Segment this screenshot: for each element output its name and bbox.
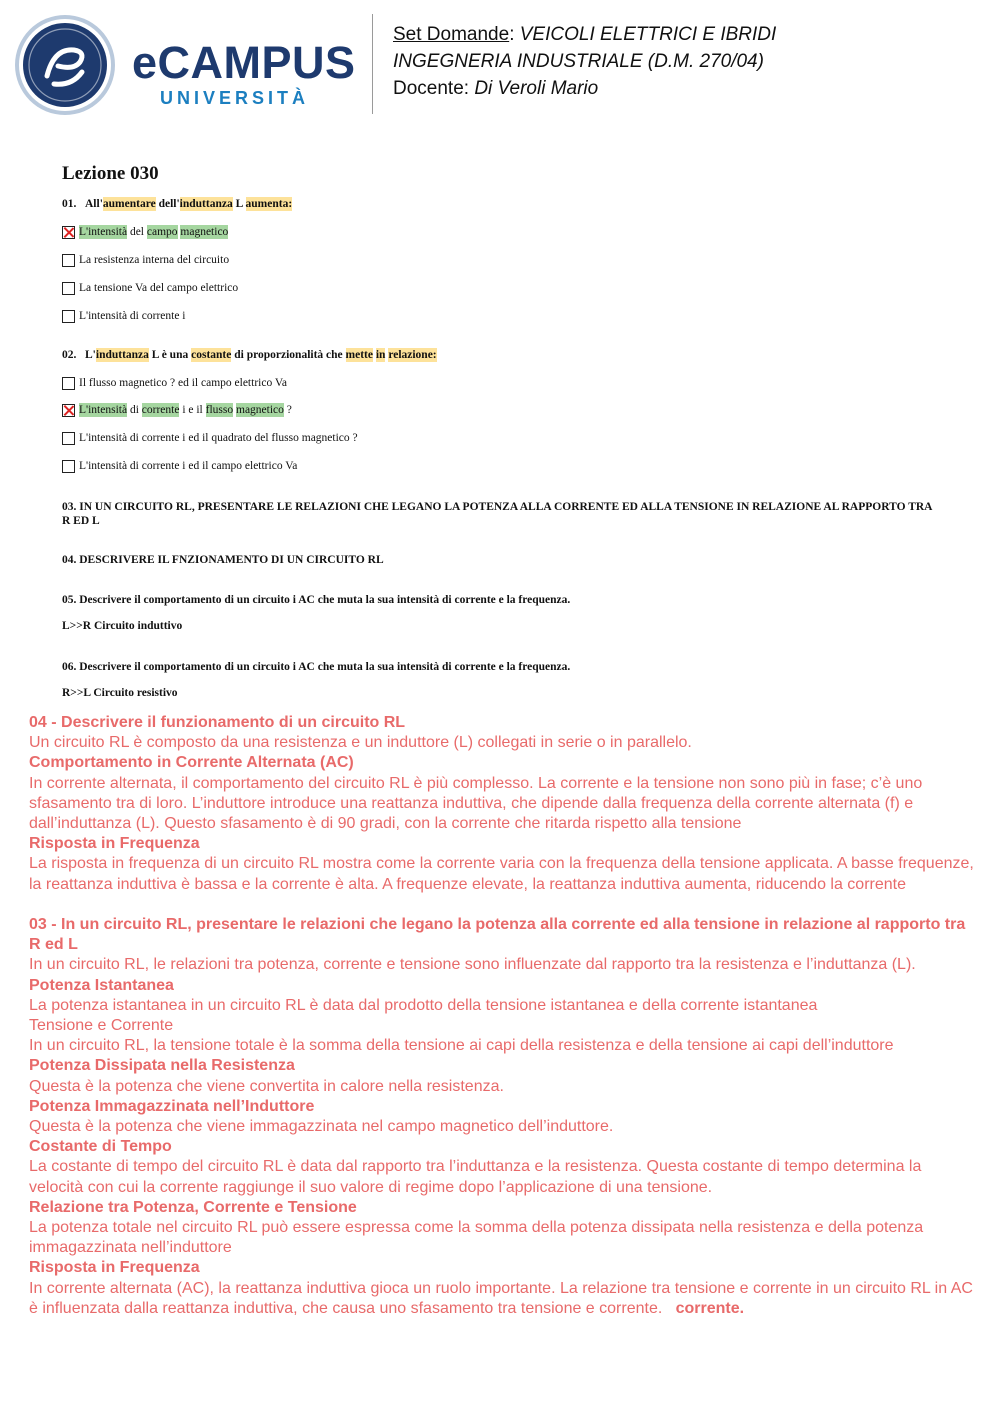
text-run: L'intensità di corrente i ed il campo elettrico Va [79, 460, 298, 472]
highlight-yellow: in [375, 349, 386, 361]
option-text [79, 254, 229, 266]
answer-paragraph: La risposta in frequenza di un circuito RL mostra come la corrente varia con la frequenza della tensione applicata. A basse frequenze, la reattanza induttiva è bassa e la corrente è alta. A frequenze elevate, la reattanza induttiva aumenta, riducendo la corrente [29, 855, 974, 893]
checkbox-icon[interactable] [62, 377, 75, 390]
ecampus-logo-icon [14, 14, 116, 116]
text-run: di [127, 404, 142, 416]
highlight-green: corrente [141, 404, 180, 416]
q1-option-1[interactable] [62, 224, 228, 240]
q1-option-2[interactable] [62, 252, 229, 268]
answer-heading: Potenza Immagazzinata nell’Induttore [29, 1097, 315, 1115]
brand-subtitle: UNIVERSITÀ [160, 88, 310, 108]
question-06: 06. Descrivere il comportamento di un circuito i AC che muta la sua intensità di corrente e la frequenza. [62, 661, 571, 673]
question-01 [62, 198, 292, 210]
highlight-yellow: relazione: [388, 349, 437, 361]
answer-text: In corrente alternata (AC), la reattanza induttiva gioca un ruolo importante. La relazione tra tensione e corrente in un circuito RL in AC è influenzata dalla reattanza induttiva, che causa uno sfasamento tra tensione e corrente. [29, 1279, 978, 1317]
answer-heading: Relazione tra Potenza, Corrente e Tensione [29, 1198, 357, 1216]
highlight-yellow: mette [345, 349, 373, 361]
answer-heading: Risposta in Frequenza [29, 835, 200, 853]
answer-paragraph: Un circuito RL è composto da una resistenza e un induttore (L) collegati in serie o in parallelo. [29, 734, 692, 752]
question-04: 04. DESCRIVERE IL FNZIONAMENTO DI UN CIRCUITO RL [62, 554, 384, 566]
text-run: L'intensità di corrente i ed il quadrato del flusso magnetico ? [79, 432, 358, 444]
header-divider [372, 14, 373, 114]
highlight-green: flusso [205, 404, 234, 416]
answer-paragraph: La costante di tempo del circuito RL è data dal rapporto tra l’induttanza e la resistenza. Questa costante di tempo determina la velocità con cui la corrente raggiunge il suo valore di regime dopo l’applicazione di una tensione. [29, 1158, 922, 1196]
option-text [79, 310, 186, 322]
highlight-yellow: aumenta: [245, 198, 293, 210]
brand-wordmark: eCAMPUS [132, 37, 356, 88]
spacer [29, 895, 974, 915]
text-run: i e il [179, 404, 206, 416]
option-text [79, 226, 228, 238]
answer-03-title: 03 - In un circuito RL, presentare le relazioni che legano la potenza alla corrente ed alla tensione in relazione al rapporto tra R ed L [29, 916, 966, 954]
answer-paragraph: La potenza istantanea in un circuito RL è data dal prodotto della tensione istantanea e della corrente istantanea [29, 996, 818, 1014]
checkbox-icon[interactable] [62, 226, 75, 239]
q2-option-2[interactable] [62, 402, 292, 418]
q1-option-4[interactable] [62, 308, 186, 324]
highlight-yellow: costante [191, 349, 232, 361]
checkbox-icon[interactable] [62, 254, 75, 267]
answer-paragraph: In corrente alternata, il comportamento del circuito RL è più complesso. La corrente e la tensione non sono più in fase; c’è uno sfasamento tra di loro. L’induttore introduce una reattanza induttiva, che dipende dalla frequenza della corrente alternata (f) e dall’induttanza (L). Questo sfasamento è di 90 gradi, con la corrente che ritarda rispetto alla tensione [29, 774, 923, 833]
highlight-green: campo [146, 226, 178, 238]
question-05: 05. Descrivere il comportamento di un circuito i AC che muta la sua intensità di corrente e la frequenza. [62, 594, 571, 606]
answer-heading: Potenza Dissipata nella Resistenza [29, 1057, 295, 1075]
question-02 [62, 349, 437, 361]
answer-heading: Potenza Istantanea [29, 976, 174, 994]
set-domande-line [393, 24, 776, 47]
question-text [85, 348, 437, 362]
text-run: ? [283, 404, 292, 416]
q2-option-3[interactable] [62, 430, 358, 446]
question-03: 03. IN UN CIRCUITO RL, PRESENTARE LE RELAZIONI CHE LEGANO LA POTENZA ALLA CORRENTE ED ALLA TENSIONE IN RELAZIONE AL RAPPORTO TRA R ED L [62, 501, 932, 527]
question-05-answer: L>>R Circuito induttivo [62, 620, 183, 632]
highlight-yellow: induttanza [95, 349, 149, 361]
answer-heading: Costante di Tempo [29, 1138, 172, 1156]
highlight-green: L'intensità [79, 226, 128, 238]
text-run: L [232, 198, 246, 210]
set-separator: : [509, 24, 520, 45]
question-number: 01. [62, 198, 77, 210]
highlight-green: magnetico [236, 404, 284, 416]
teacher-label: Docente: [393, 78, 475, 99]
question-text [85, 197, 292, 211]
answer-paragraph: Questa è la potenza che viene convertita in calore nella resistenza. [29, 1077, 504, 1095]
answer-paragraph: Questa è la potenza che viene immagazzinata nel campo magnetico dell’induttore. [29, 1118, 614, 1136]
text-run: L è una [148, 349, 192, 361]
text-run: Il flusso magnetico ? ed il campo elettrico Va [79, 377, 287, 389]
answer-heading: Comportamento in Corrente Alternata (AC) [29, 754, 354, 772]
checkbox-icon[interactable] [62, 282, 75, 295]
text-run: dell' [155, 198, 180, 210]
checkbox-icon[interactable] [62, 460, 75, 473]
teacher-line [393, 78, 598, 101]
text-run: del [127, 226, 147, 238]
lesson-title: Lezione 030 [62, 163, 159, 184]
answer-tail: corrente. [675, 1299, 745, 1317]
set-value: VEICOLI ELETTRICI E IBRIDI [519, 24, 777, 45]
q2-option-4[interactable] [62, 458, 297, 474]
answer-paragraph: In un circuito RL, la tensione totale è la somma della tensione ai capi della resistenza e della tensione ai capi dell’induttore [29, 1037, 894, 1055]
checkbox-icon[interactable] [62, 404, 75, 417]
option-text [79, 377, 287, 389]
option-text [79, 432, 358, 444]
answers-block [29, 713, 978, 1319]
text-run: La resistenza interna del circuito [79, 254, 230, 266]
highlight-yellow: induttanza [179, 198, 233, 210]
answer-04-title: 04 - Descrivere il funzionamento di un circuito RL [29, 714, 406, 731]
text-run: L'intensità di corrente i [79, 310, 186, 322]
text-run: All' [85, 198, 103, 210]
text-run: di proporzionalità che [231, 349, 346, 361]
set-label: Set Domande [393, 24, 510, 45]
option-text [79, 460, 297, 472]
text-run: L' [85, 349, 96, 361]
course-line [393, 51, 764, 74]
q2-option-1[interactable] [62, 375, 287, 391]
q1-option-3[interactable] [62, 280, 238, 296]
teacher-value: Di Veroli Mario [474, 78, 599, 99]
highlight-green: L'intensità [79, 404, 128, 416]
checkbox-icon[interactable] [62, 310, 75, 323]
course-value: INGEGNERIA INDUSTRIALE (D.M. 270/04) [393, 51, 764, 72]
question-06-answer: R>>L Circuito resistivo [62, 687, 178, 699]
text-run: La tensione Va del campo elettrico [79, 282, 239, 294]
highlight-yellow: aumentare [102, 198, 156, 210]
checkbox-icon[interactable] [62, 432, 75, 445]
option-text [79, 282, 238, 294]
answer-paragraph: Tensione e Corrente [29, 1017, 174, 1035]
answer-heading: Risposta in Frequenza [29, 1259, 200, 1277]
answer-paragraph: La potenza totale nel circuito RL può essere espressa come la somma della potenza dissipata nella resistenza e della potenza immagazzinata nell’induttore [29, 1219, 924, 1257]
question-number: 02. [62, 349, 77, 361]
answer-paragraph [29, 1279, 978, 1319]
answer-paragraph: In un circuito RL, le relazioni tra potenza, corrente e tensione sono influenzate dal rapporto tra la resistenza e l’induttanza (L). [29, 956, 916, 974]
option-text [79, 404, 292, 416]
highlight-green: magnetico [180, 226, 229, 238]
